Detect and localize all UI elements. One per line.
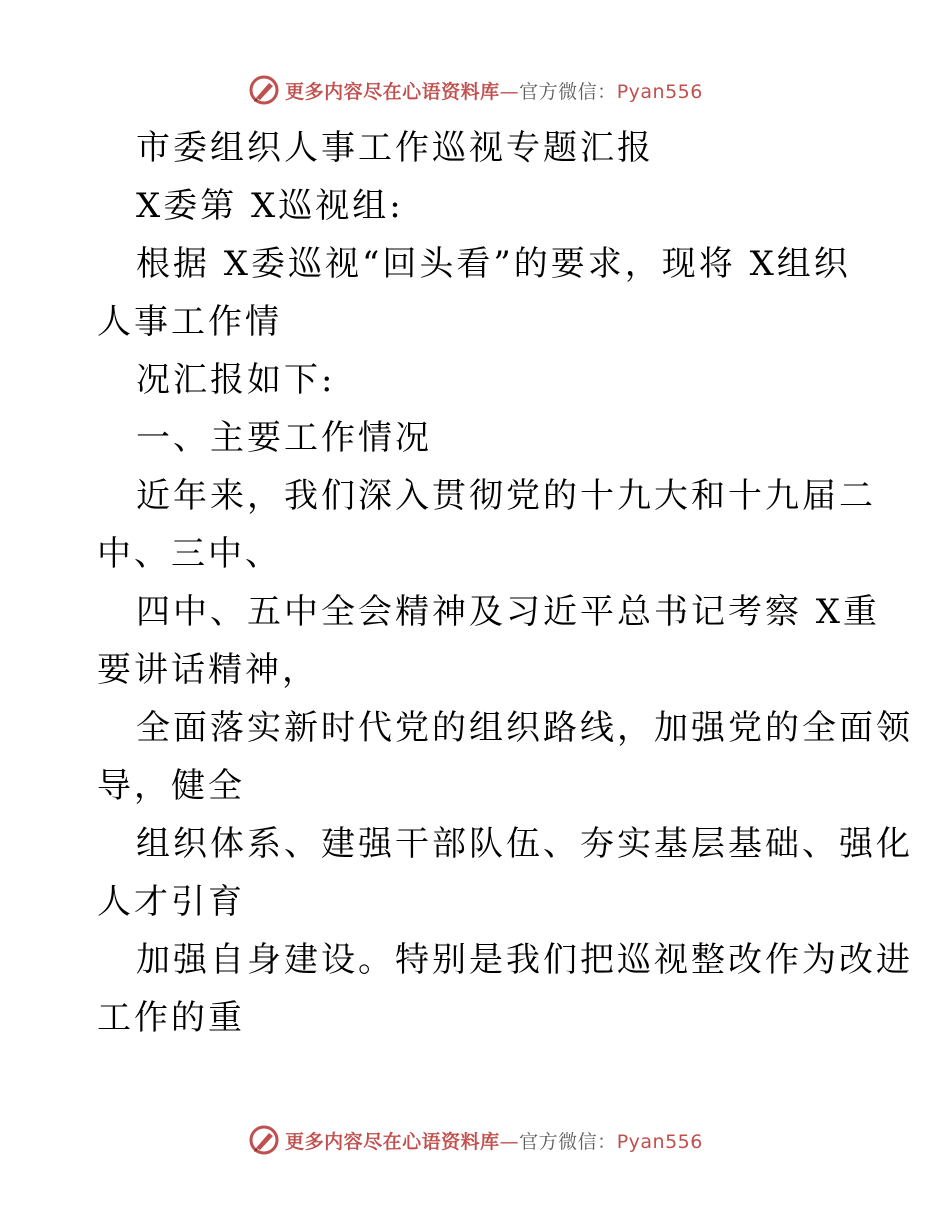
salutation: X委第 X巡视组: <box>136 186 404 226</box>
watermark-id: Pyan556 <box>616 80 703 103</box>
paragraph-line: 中、三中、 <box>97 534 282 574</box>
paragraph-line: 工作的重 <box>97 998 245 1038</box>
document-title: 市委组织人事工作巡视专题汇报 <box>136 128 654 168</box>
paragraph-line: 人事工作情 <box>97 302 282 342</box>
watermark-label: 官方微信： <box>519 1130 617 1153</box>
watermark-footer <box>0 1120 950 1160</box>
watermark-id: Pyan556 <box>616 1130 703 1153</box>
paragraph-line: 加强自身建设。特别是我们把巡视整改作为改进 <box>136 940 913 980</box>
paragraph-line: 根据 X委巡视“回头看”的要求，现将 X组织 <box>136 244 851 284</box>
paragraph-line: 人才引育 <box>97 882 245 922</box>
paragraph-line: 近年来，我们深入贯彻党的十九大和十九届二 <box>136 476 876 516</box>
watermark-title: 更多内容尽在心语资料库 <box>285 80 500 103</box>
pen-logo-icon <box>247 73 281 107</box>
paragraph-line: 全面落实新时代党的组织路线，加强党的全面领 <box>136 708 913 748</box>
paragraph-line: 导，健全 <box>97 766 245 806</box>
watermark-dash: — <box>499 1130 520 1153</box>
paragraph-line: 组织体系、建强干部队伍、夯实基层基础、强化 <box>136 824 913 864</box>
paragraph-line: 四中、五中全会精神及习近平总书记考察 X重 <box>136 592 881 632</box>
paragraph-line: 要讲话精神， <box>97 650 319 690</box>
paragraph-line: 况汇报如下: <box>136 360 336 400</box>
watermark-title: 更多内容尽在心语资料库 <box>285 1130 500 1153</box>
watermark-dash: — <box>499 80 520 103</box>
watermark-label: 官方微信： <box>519 80 617 103</box>
watermark-header <box>0 70 950 110</box>
section-heading: 一、主要工作情况 <box>136 418 432 458</box>
pen-logo-icon <box>247 1123 281 1157</box>
